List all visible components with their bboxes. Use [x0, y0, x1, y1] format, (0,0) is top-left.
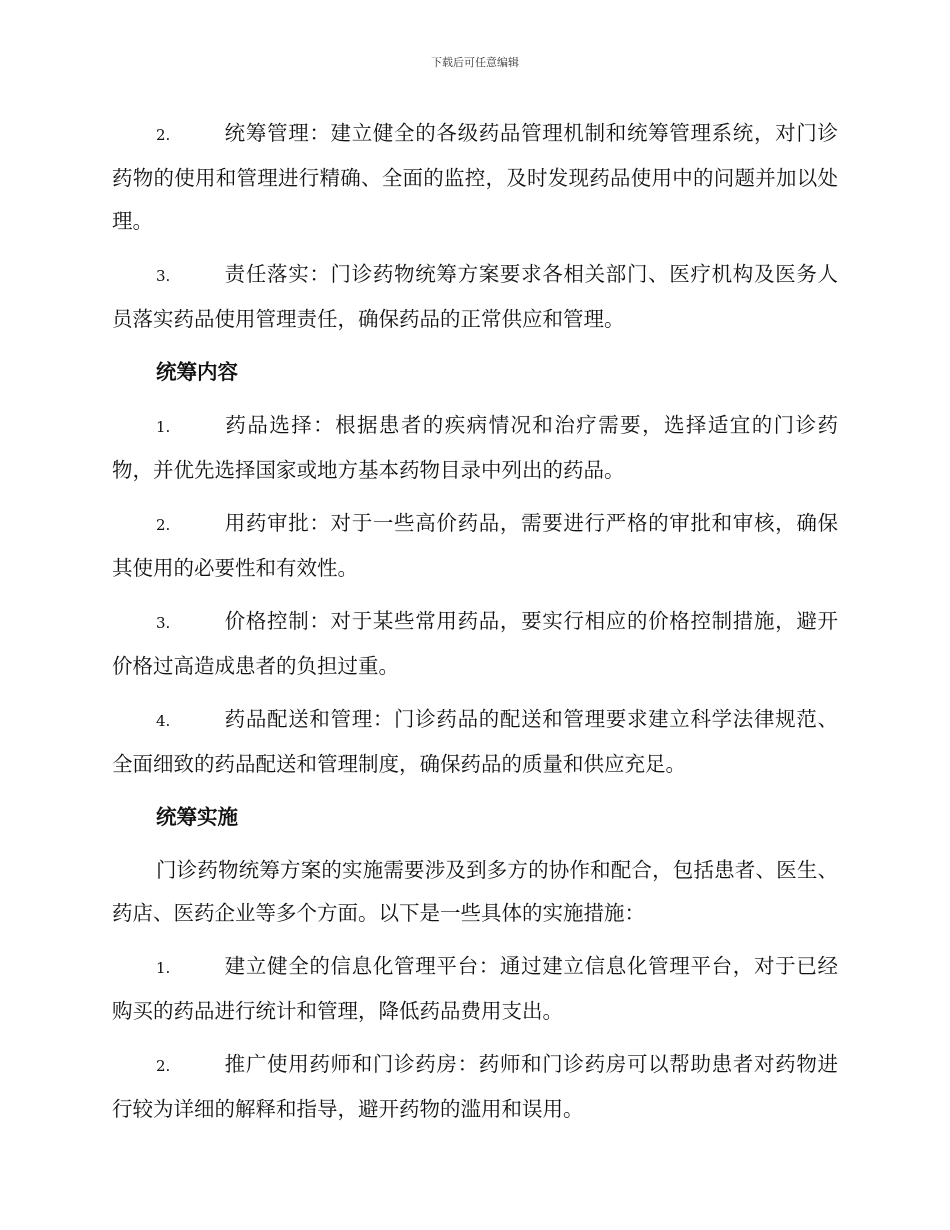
item-text: 责任落实：门诊药物统筹方案要求各相关部门、医疗机构及医务人员落实药品使用管理责任，确保药品的正常供应和管理。: [112, 262, 838, 331]
item-number: 2.: [156, 516, 171, 534]
item-text: 推广使用药师和门诊药房：药师和门诊药房可以帮助患者对药物进行较为详细的解释和指导，避开药物的滥用和误用。: [112, 1052, 838, 1121]
item-number: 1.: [156, 418, 171, 436]
item-text: 药品配送和管理：门诊药品的配送和管理要求建立科学法律规范、全面细致的药品配送和管理制度，确保药品的质量和供应充足。: [112, 707, 838, 776]
item-number: 2.: [156, 1057, 171, 1075]
item-text: 建立健全的信息化管理平台：通过建立信息化管理平台，对于已经购买的药品进行统计和管理，降低药品费用支出。: [112, 954, 838, 1023]
document-body: [112, 112, 838, 1141]
list-item: [112, 502, 838, 590]
list-item: [112, 600, 838, 688]
section-heading: 统筹实施: [156, 805, 238, 829]
item-number: 3.: [156, 267, 171, 285]
page-header: 下载后可任意编辑: [431, 56, 519, 69]
section-heading: 统筹内容: [156, 360, 238, 384]
item-number: 3.: [156, 614, 171, 632]
list-item: [112, 945, 838, 1033]
list-item: [112, 698, 838, 786]
item-number: 4.: [156, 712, 171, 730]
item-text: 价格控制：对于某些常用药品，要实行相应的价格控制措施，避开价格过高造成患者的负担过重。: [112, 609, 838, 678]
list-item: [112, 253, 838, 341]
item-number: 2.: [156, 126, 171, 144]
item-number: 1.: [156, 959, 171, 977]
intro-paragraph: 门诊药物统筹方案的实施需要涉及到多方的协作和配合，包括患者、医生、药店、医药企业等多个方面。以下是一些具体的实施措施：: [112, 858, 838, 925]
list-item: [112, 404, 838, 492]
item-text: 用药审批：对于一些高价药品，需要进行严格的审批和审核，确保其使用的必要性和有效性。: [112, 511, 838, 580]
list-item: [112, 1043, 838, 1131]
item-text: 药品选择：根据患者的疾病情况和治疗需要，选择适宜的门诊药物，并优先选择国家或地方基本药物目录中列出的药品。: [112, 413, 838, 482]
item-text: 统筹管理：建立健全的各级药品管理机制和统筹管理系统，对门诊药物的使用和管理进行精确、全面的监控，及时发现药品使用中的问题并加以处理。: [112, 121, 838, 233]
list-item: [112, 112, 838, 243]
